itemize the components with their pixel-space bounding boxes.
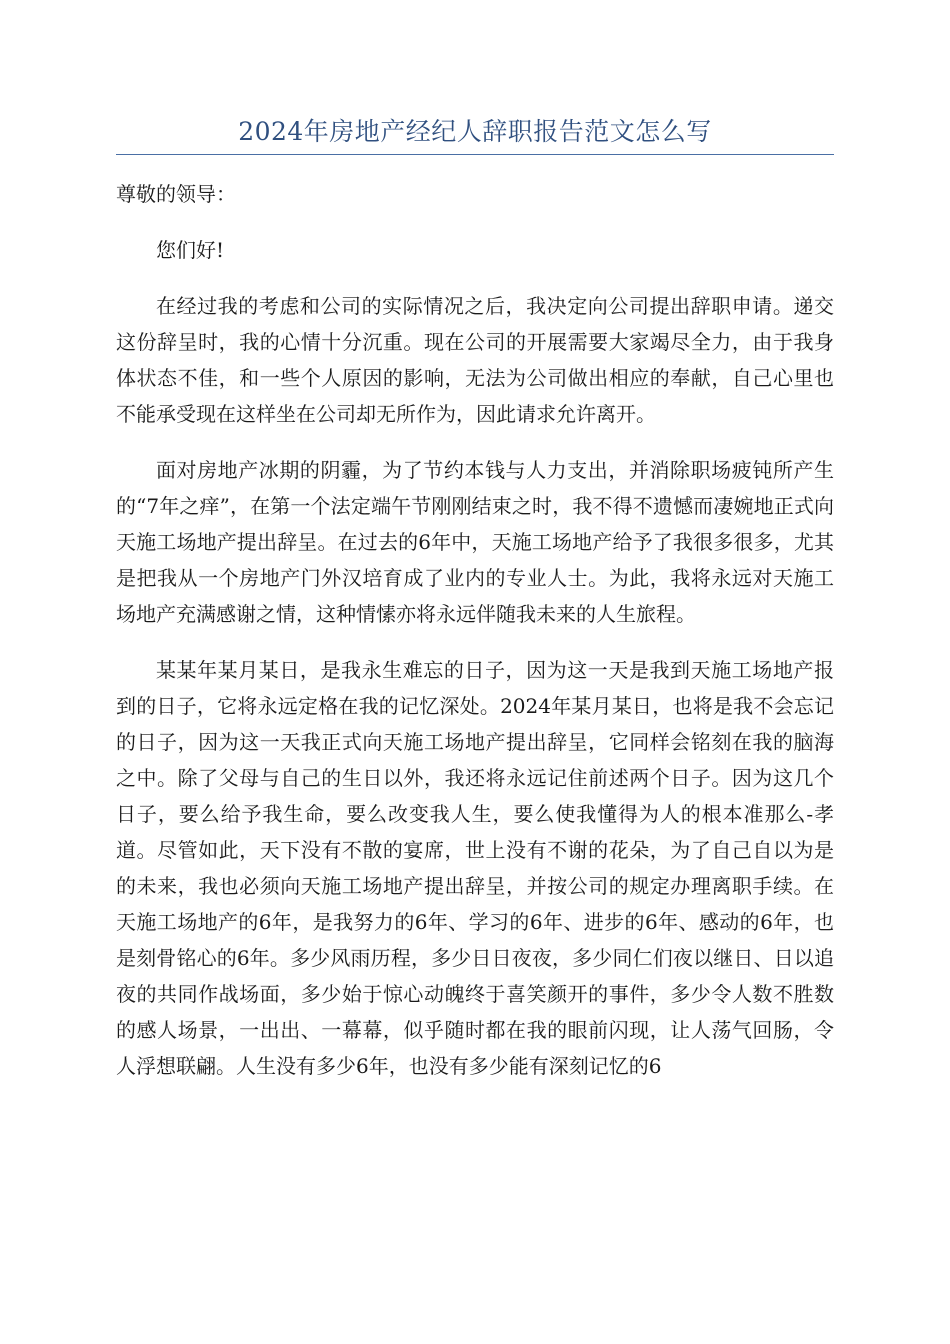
salutation: 尊敬的领导： <box>116 182 236 206</box>
document-body <box>116 176 834 1104</box>
paragraph-3: 某某年某月某日，是我永生难忘的日子，因为这一天是我到天施工场地产报到的日子，它将永远定格在我的记忆深处。2024年某月某日，也将是我不会忘记的日子，因为这一天我正式向天施工场地产提出辞呈，它同样会铭刻在我的脑海之中。除了父母与自己的生日以外，我还将永远记住前述两个日子。因为这几个日子，要么给予我生命，要么改变我人生，要么使我懂得为人的根本准那么-孝道。尽管如此，天下没有不散的宴席，世上没有不谢的花朵，为了自己自以为是的未来，我也必须向天施工场地产提出辞呈，并按公司的规定办理离职手续。在天施工场地产的6年，是我努力的6年、学习的6年、进步的6年、感动的6年，也是刻骨铭心的6年。多少风雨历程，多少日日夜夜，多少同仁们夜以继日、日以追夜的共同作战场面，多少始于惊心动魄终于喜笑颜开的事件，多少令人数不胜数的感人场景，一出出、一幕幕，似乎随时都在我的眼前闪现，让人荡气回肠，令人浮想联翩。人生没有多少6年，也没有多少能有深刻记忆的6 <box>116 658 834 1078</box>
title-underline <box>116 154 834 155</box>
greeting: 您们好! <box>156 238 225 262</box>
paragraph-2: 面对房地产冰期的阴霾，为了节约本钱与人力支出，并消除职场疲钝所产生的“7年之痒”，在第一个法定端午节刚刚结束之时，我不得不遗憾而凄婉地正式向天施工场地产提出辞呈。在过去的6年中，天施工场地产给予了我很多很多，尤其是把我从一个房地产门外汉培育成了业内的专业人士。为此，我将永远对天施工场地产充满感谢之情，这种情愫亦将永远伴随我未来的人生旅程。 <box>116 458 834 626</box>
paragraph-1: 在经过我的考虑和公司的实际情况之后，我决定向公司提出辞职申请。递交这份辞呈时，我的心情十分沉重。现在公司的开展需要大家竭尽全力，由于我身体状态不佳，和一些个人原因的影响，无法为公司做出相应的奉献，自己心里也不能承受现在这样坐在公司却无所作为，因此请求允许离开。 <box>116 294 834 426</box>
document-title: 2024年房地产经纪人辞职报告范文怎么写 <box>238 117 712 146</box>
